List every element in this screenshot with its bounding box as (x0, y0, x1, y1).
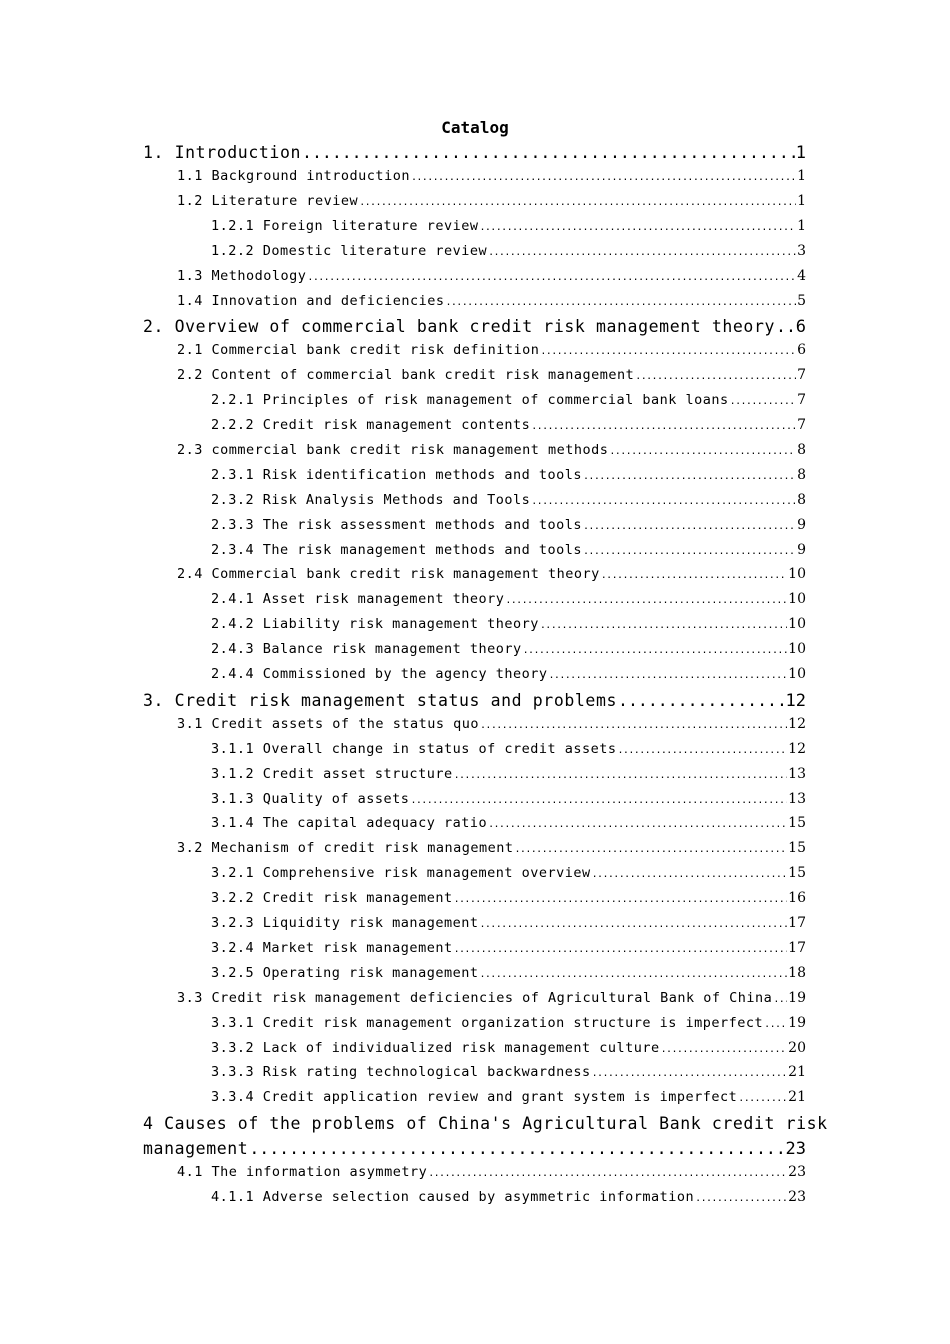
toc-entry[interactable] (211, 1015, 806, 1040)
toc-entry-label: 2.2 Content of commercial bank credit risk management (177, 367, 635, 384)
toc-entry-label: 2.2.1 Principles of risk management of commercial bank loans (211, 392, 729, 409)
leader-dots (531, 421, 796, 432)
toc-entry-page: 17 (788, 939, 806, 956)
catalog-title: Catalog (441, 118, 509, 137)
toc-entry-page: 23 (785, 1139, 806, 1160)
toc-entry-page: 1 (797, 217, 806, 234)
toc-entry-page: 1 (797, 168, 806, 184)
toc-entry[interactable] (211, 791, 806, 816)
toc-entry[interactable] (211, 741, 806, 766)
leader-dots (411, 172, 796, 183)
toc-entry[interactable] (177, 1164, 806, 1189)
toc-entry-page: 10 (788, 641, 806, 658)
toc-entry-label: 2.3.2 Risk Analysis Methods and Tools (211, 491, 531, 508)
toc-entry[interactable] (211, 616, 806, 641)
leader-dots (764, 1019, 787, 1030)
toc-entry-page: 7 (797, 417, 806, 433)
toc-entry-wrapped-line[interactable]: 4 Causes of the problems of China's Agricultural Bank credit risk (143, 1114, 828, 1134)
toc-entry-page: 6 (795, 317, 806, 338)
toc-entry-label: 1.2.2 Domestic literature review (211, 242, 488, 259)
toc-entry-label: 3.1.1 Overall change in status of credit assets (211, 740, 617, 757)
toc-entry[interactable] (211, 1089, 806, 1114)
toc-entry-page: 10 (788, 566, 806, 583)
toc-entry[interactable] (177, 990, 806, 1015)
leader-dots (479, 969, 787, 980)
leader-dots (359, 197, 796, 208)
leader-dots (592, 869, 788, 880)
toc-entry-page: 9 (797, 541, 806, 558)
toc-entry-label: 2.3.3 The risk assessment methods and tools (211, 516, 582, 533)
toc-entry-page: 7 (797, 392, 806, 409)
toc-entry-page: 19 (788, 1014, 806, 1031)
toc-entry-label: 4.1.1 Adverse selection caused by asymmetric information (211, 1188, 695, 1205)
toc-entry[interactable] (211, 890, 806, 915)
leader-dots (738, 1093, 787, 1104)
toc-entry-label: 3.2.4 Market risk management (211, 939, 453, 956)
leader-dots (428, 1168, 787, 1179)
toc-entry-page: 13 (788, 790, 806, 807)
leader-dots (730, 396, 796, 407)
toc-entry-label: 1.3 Methodology (177, 267, 307, 284)
toc-entry-page: 15 (788, 840, 806, 857)
toc-entry[interactable] (177, 193, 806, 218)
toc-entry[interactable] (177, 442, 806, 467)
toc-entry-page: 23 (788, 1188, 806, 1205)
leader-dots (548, 670, 787, 681)
toc-entry-page: 19 (788, 989, 806, 1006)
toc-entry[interactable] (211, 865, 806, 890)
leader-dots (505, 595, 787, 606)
toc-entry-label: 3.2.1 Comprehensive risk management overview (211, 865, 591, 882)
toc-entry-label: 3.2.5 Operating risk management (211, 964, 479, 981)
toc-entry[interactable] (177, 840, 806, 865)
toc-entry[interactable] (177, 367, 806, 392)
leader-dots (776, 317, 795, 336)
toc-entry[interactable] (177, 566, 806, 591)
toc-entry[interactable] (211, 940, 806, 965)
toc-entry-page: 17 (788, 915, 806, 931)
toc-entry[interactable] (211, 517, 806, 542)
toc-entry-label: 2. Overview of commercial bank credit risk management theory (143, 317, 776, 337)
toc-entry-label: 3.2.2 Credit risk management (211, 890, 453, 907)
toc-entry-label: 2.3.4 The risk management methods and tools (211, 541, 582, 558)
leader-dots (454, 944, 788, 955)
toc-entry-page: 13 (788, 765, 806, 782)
toc-entry-page: 20 (788, 1039, 806, 1056)
toc-entry-label: 3.3.2 Lack of individualized risk management culture (211, 1039, 660, 1056)
toc-entry[interactable] (211, 965, 806, 990)
toc-entry-page: 12 (788, 715, 806, 732)
leader-dots (480, 720, 787, 731)
toc-entry[interactable] (211, 1189, 806, 1214)
toc-entry-page: 5 (797, 292, 806, 309)
toc-entry-page: 15 (788, 865, 806, 882)
toc-entry-label: 1.1 Background introduction (177, 168, 410, 184)
toc-entry-label: 3.2 Mechanism of credit risk management (177, 840, 514, 857)
toc-entry-page: 1 (795, 143, 806, 163)
toc-entry-label: 2.4.4 Commissioned by the agency theory (211, 666, 548, 682)
toc-entry-page: 16 (788, 890, 806, 907)
toc-entry-label: 1. Introduction (143, 143, 302, 162)
toc-entry[interactable] (211, 591, 806, 616)
toc-entry[interactable] (211, 766, 806, 791)
leader-dots (583, 521, 796, 532)
leader-dots (514, 844, 787, 855)
toc-entry[interactable] (177, 716, 806, 741)
leader-dots (601, 570, 787, 581)
toc-entry-page: 10 (788, 616, 806, 633)
toc-entry[interactable] (211, 815, 806, 840)
toc-entry-label: 3.3.1 Credit risk management organization structure is imperfect (211, 1014, 764, 1031)
toc-entry-label: 2.4.1 Asset risk management theory (211, 591, 505, 608)
toc-entry-page: 10 (788, 591, 806, 608)
toc-entry[interactable] (211, 243, 806, 268)
toc-entry-page: 6 (797, 342, 806, 359)
toc-entry-page: 8 (797, 441, 806, 458)
toc-entry[interactable] (211, 641, 806, 666)
toc-entry[interactable] (211, 392, 806, 417)
toc-entry-page: 21 (788, 1089, 806, 1106)
toc-entry-page: 23 (788, 1164, 806, 1180)
toc-entry-page: 15 (788, 815, 806, 832)
toc-entry-page: 21 (788, 1064, 806, 1081)
toc-entry[interactable] (211, 467, 806, 492)
toc-entry-label: 3.3 Credit risk management deficiencies of Agricultural Bank of China (177, 989, 773, 1006)
toc-entry-label: 3.2.3 Liquidity risk management (211, 915, 479, 931)
toc-entry[interactable] (211, 915, 806, 940)
toc-entry-label: 1.2.1 Foreign literature review (211, 217, 479, 234)
toc-entry-page: 4 (797, 267, 806, 284)
toc-entry-page: 8 (797, 466, 806, 483)
leader-dots (618, 745, 788, 756)
leader-dots (307, 272, 796, 283)
leader-dots (488, 247, 796, 258)
leader-dots (488, 819, 787, 830)
leader-dots (583, 471, 796, 482)
leader-dots (618, 691, 784, 710)
leader-dots (635, 371, 796, 382)
leader-dots (454, 894, 788, 905)
toc-entry[interactable] (177, 342, 806, 367)
leader-dots (302, 143, 795, 162)
toc-entry[interactable] (177, 293, 806, 318)
toc-entry-label: management (143, 1139, 249, 1159)
toc-entry[interactable] (177, 268, 806, 293)
leader-dots (609, 446, 796, 457)
toc-entry-label: 2.3 commercial bank credit risk management methods (177, 441, 609, 458)
leader-dots (583, 546, 796, 557)
leader-dots (454, 770, 788, 781)
leader-dots (540, 346, 796, 357)
toc-entry[interactable] (211, 417, 806, 442)
toc-entry-page: 9 (797, 516, 806, 533)
toc-entry[interactable] (143, 691, 806, 716)
toc-entry-label: 3.3.3 Risk rating technological backwardness (211, 1064, 591, 1081)
toc-entry[interactable] (211, 1040, 806, 1065)
leader-dots (661, 1044, 788, 1055)
toc-entry-label: 4.1 The information asymmetry (177, 1164, 428, 1180)
toc-entry[interactable] (211, 218, 806, 243)
toc-entry-label: 2.3.1 Risk identification methods and tools (211, 466, 582, 483)
toc-entry-label: 3.1.2 Credit asset structure (211, 765, 453, 782)
toc-entry-label: 3.1.3 Quality of assets (211, 790, 410, 807)
toc-entry-page: 8 (797, 491, 806, 508)
leader-dots (773, 994, 787, 1005)
toc-entry[interactable] (211, 666, 806, 691)
toc-entry-label: 2.1 Commercial bank credit risk definition (177, 342, 540, 359)
toc-entry-page: 12 (788, 740, 806, 757)
toc-entry-label: 2.4.2 Liability risk management theory (211, 616, 539, 633)
toc-entry-page: 3 (797, 242, 806, 259)
toc-entry[interactable] (143, 317, 806, 342)
leader-dots (410, 795, 787, 806)
toc-entry-label: 2.4 Commercial bank credit risk management theory (177, 566, 600, 583)
toc-entry-label: 1.4 Innovation and deficiencies (177, 292, 445, 309)
toc-entry-page: 12 (785, 690, 806, 711)
leader-dots (249, 1139, 784, 1158)
toc-entry[interactable] (143, 143, 806, 168)
toc-entry-label: 3.3.4 Credit application review and grant system is imperfect (211, 1089, 738, 1106)
toc-entry[interactable] (211, 542, 806, 567)
leader-dots (695, 1193, 787, 1204)
leader-dots (531, 496, 796, 507)
toc-entry-label: 2.2.2 Credit risk management contents (211, 417, 531, 433)
toc-entry[interactable] (211, 492, 806, 517)
toc-entry-page: 10 (788, 666, 806, 682)
toc-entry[interactable] (177, 168, 806, 193)
toc-entry-label: 3.1.4 The capital adequacy ratio (211, 815, 488, 832)
toc-entry-page: 18 (788, 964, 806, 981)
leader-dots (445, 297, 796, 308)
leader-dots (540, 620, 787, 631)
toc-entry-label: 1.2 Literature review (177, 192, 359, 209)
toc-entry-label: 3.1 Credit assets of the status quo (177, 715, 479, 732)
toc-entry-label: 3. Credit risk management status and problems (143, 690, 618, 710)
toc-entry-label: 2.4.3 Balance risk management theory (211, 641, 522, 658)
leader-dots (523, 645, 788, 656)
leader-dots (479, 222, 796, 233)
toc-entry[interactable] (143, 1139, 806, 1164)
leader-dots (479, 919, 787, 930)
toc-entry-page: 7 (797, 367, 806, 384)
leader-dots (592, 1068, 788, 1079)
toc-entry[interactable] (211, 1064, 806, 1089)
toc-entry-page: 1 (797, 192, 806, 209)
